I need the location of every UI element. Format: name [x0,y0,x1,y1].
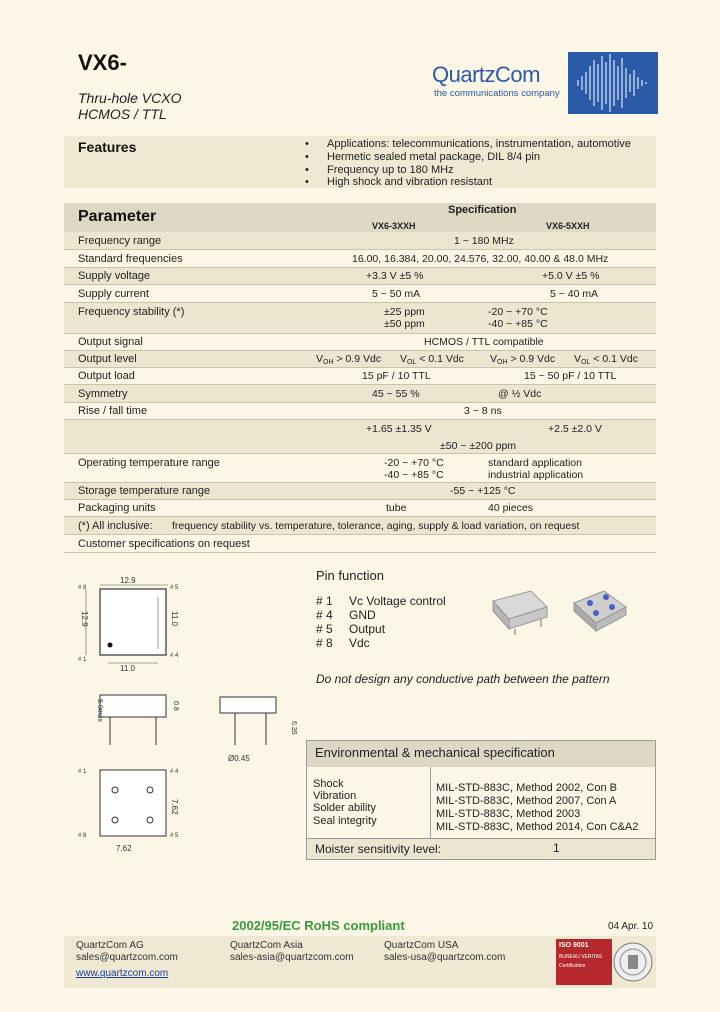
env-value: MIL-STD-883C, Method 2007, Con A [436,795,617,807]
office-ag: QuartzCom AG [76,940,144,951]
bureau-veritas-seal-icon [614,941,654,983]
moister-sensitivity-label: Moister sensitivity level: [306,838,656,860]
pin-item: # 4 GND [316,608,376,622]
table-row: Operating temperature range -20 ~ +70 °C -40 ~ +85 °C standard application industrial application [64,454,656,483]
table-row: Frequency stability (*) ±25 ppm ±50 ppm -20 ~ +70 °C -40 ~ +85 °C [64,303,656,334]
table-row: Rise / fall time 3 ~ 8 ns [64,403,656,420]
component-photo-bottom [568,585,630,637]
env-value: MIL-STD-883C, Method 2014, Con C&A2 [436,821,639,833]
feature-item: • Frequency up to 180 MHz [305,164,454,176]
table-row: Frequency range 1 ~ 180 MHz [64,232,656,250]
feature-item: • High shock and vibration resistant [305,176,493,188]
svg-text:12.9: 12.9 [80,611,89,627]
logo-name: QuartzCom [432,62,540,87]
subtitle-type: Thru-hole VCXO [78,90,182,106]
logo-wave-icon [568,52,658,114]
column-vx6-5: VX6-5XXH [546,221,590,231]
component-photo-top [485,585,555,635]
dim-width: 12.9 [120,576,136,585]
svg-text:# 1: # 1 [78,769,87,775]
table-row: Output load 15 pF / 10 TTL 15 ~ 50 pF / 10 TTL [64,368,656,385]
svg-text:# 5: # 5 [170,585,179,591]
design-warning: Do not design any conductive path between the pattern [316,672,610,686]
svg-text:# 5: # 5 [170,833,179,839]
svg-text:6.35: 6.35 [290,721,297,735]
pin-item: # 1 Vc Voltage control [316,594,446,608]
email-usa[interactable]: sales-usa@quartzcom.com [384,952,506,963]
table-row: Storage temperature range -55 ~ +125 °C [64,483,656,500]
feature-item: • Applications: telecommunications, instrumentation, automotive [305,138,631,150]
page-title: VX6- [78,50,127,75]
specification-heading: Specification [448,204,517,216]
office-usa: QuartzCom USA [384,940,459,951]
svg-text:0.8: 0.8 [172,701,179,711]
table-row: +1.65 ±1.35 V +2.5 ±2.0 V ±50 ~ ±200 ppm [64,420,656,454]
env-spec-heading: Environmental & mechanical specification [307,741,655,767]
env-value: MIL-STD-883C, Method 2003 [436,808,581,820]
env-label: Solder ability [313,802,376,814]
subtitle-output: HCMOS / TTL [78,106,167,122]
svg-text:5.0max: 5.0max [96,699,103,722]
svg-text:11.0: 11.0 [120,664,135,673]
table-row: Customer specifications on request [64,535,656,553]
table-row: (*) All inclusive: frequency stability vs. temperature, tolerance, aging, supply & load variation, on request [64,517,656,535]
env-label: Vibration [313,790,357,802]
table-row: Output signal HCMOS / TTL compatible [64,334,656,351]
table-row: Standard frequencies 16.00, 16.384, 20.00, 24.576, 32.00, 40.00 & 48.0 MHz [64,250,656,268]
svg-text:7.62: 7.62 [116,844,132,853]
table-row: Packaging units tube 40 pieces [64,500,656,517]
features-heading: Features [78,139,137,155]
svg-text:# 4: # 4 [170,769,179,775]
package-dimension-drawing [70,575,297,855]
pin-function-heading: Pin function [316,568,384,583]
parameter-heading: Parameter [78,208,157,225]
svg-text:# 1: # 1 [78,657,87,663]
pin-item: # 5 Output [316,622,386,636]
svg-text:# 4: # 4 [170,653,179,659]
website-link[interactable]: www.quartzcom.com [76,968,169,979]
svg-text:7.62: 7.62 [170,799,179,815]
pin-item: # 8 Vdc [316,636,370,650]
document-date: 04 Apr. 10 [608,921,654,932]
env-label: Shock [313,778,344,790]
office-asia: QuartzCom Asia [230,940,303,951]
rohs-compliance: 2002/95/EC RoHS compliant [232,918,405,933]
svg-text:Ø0.45: Ø0.45 [228,754,250,763]
env-value: MIL-STD-883C, Method 2002, Con B [436,782,617,794]
email-asia[interactable]: sales-asia@quartzcom.com [230,952,354,963]
table-row: Supply current 5 ~ 50 mA 5 ~ 40 mA [64,285,656,303]
column-vx6-3: VX6-3XXH [372,221,416,231]
email-ag[interactable]: sales@quartzcom.com [76,952,178,963]
iso-certification-badge: ISO 9001 BUREAU VERITAS Certification [556,939,652,985]
env-label: Seal integrity [313,815,377,827]
table-row: Symmetry 45 ~ 55 % @ ½ Vdc [64,385,656,403]
logo-tagline: the communications company [434,88,560,99]
svg-text:# 8: # 8 [78,585,87,591]
svg-text:11.0: 11.0 [170,611,179,626]
table-row: Output level $V_{OH} > 0.9$ Vdc $V_{OL} < 0.1$ Vdc $V_{OH} > 0.9$ Vdc $V_{OL} < 0.1$ Vdc [64,351,656,368]
feature-item: • Hermetic sealed metal package, DIL 8/4 pin [305,151,540,163]
svg-text:# 8: # 8 [78,833,87,839]
table-row: Supply voltage +3.3 V ±5 % +5.0 V ±5 % [64,268,656,285]
moister-sensitivity-value: 1 [553,841,560,855]
